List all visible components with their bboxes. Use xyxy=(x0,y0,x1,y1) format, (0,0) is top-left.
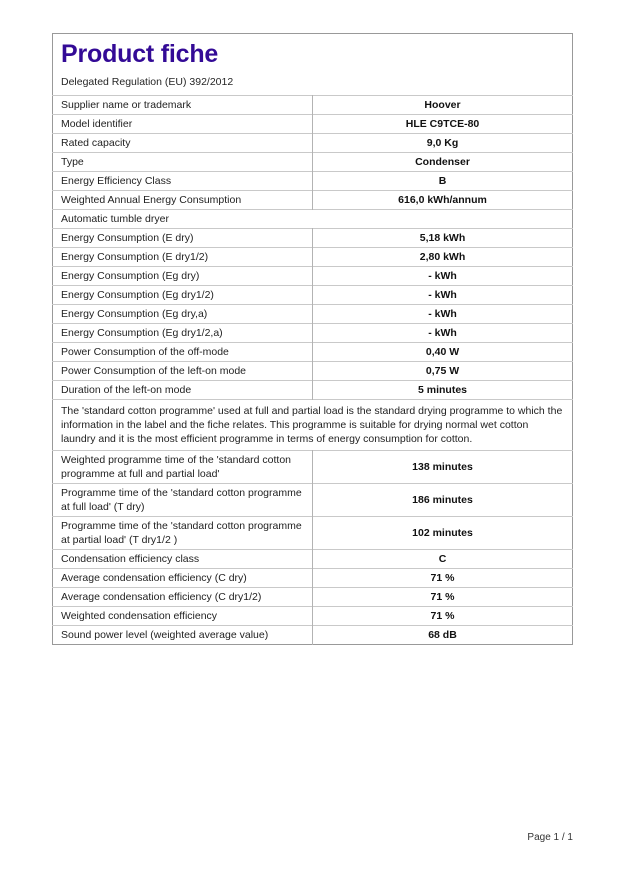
row-value: Condenser xyxy=(313,153,573,172)
note-paragraph: The 'standard cotton programme' used at full and partial load is the standard drying programme to which the information in the label and the fiche relates. This programme is suitable for drying normal wet cotton laundry and it is the most efficient programme in terms of energy consumption for cotton. xyxy=(53,400,573,451)
row-value: 5 minutes xyxy=(313,381,573,400)
row-label: Energy Consumption (E dry1/2) xyxy=(53,248,313,267)
row-value: HLE C9TCE-80 xyxy=(313,115,573,134)
row-label: Type xyxy=(53,153,313,172)
table-row xyxy=(53,451,573,484)
row-label: Power Consumption of the left-on mode xyxy=(53,362,313,381)
row-value: 9,0 Kg xyxy=(313,134,573,153)
table-row xyxy=(53,305,573,324)
table-row xyxy=(53,191,573,210)
row-value: - kWh xyxy=(313,305,573,324)
row-label: Programme time of the 'standard cotton programme at full load' (T dry) xyxy=(53,484,313,517)
section-label: Automatic tumble dryer xyxy=(53,210,573,229)
row-label: Average condensation efficiency (C dry1/2) xyxy=(53,588,313,607)
table-row xyxy=(53,153,573,172)
table-row xyxy=(53,588,573,607)
row-value: 5,18 kWh xyxy=(313,229,573,248)
row-value: 102 minutes xyxy=(313,517,573,550)
header-row xyxy=(53,34,573,96)
row-value: 71 % xyxy=(313,607,573,626)
table-row xyxy=(53,381,573,400)
table-row xyxy=(53,210,573,229)
row-label: Condensation efficiency class xyxy=(53,550,313,569)
table-row xyxy=(53,248,573,267)
row-label: Energy Efficiency Class xyxy=(53,172,313,191)
table-row xyxy=(53,569,573,588)
table-row xyxy=(53,134,573,153)
row-value: - kWh xyxy=(313,324,573,343)
row-label: Weighted Annual Energy Consumption xyxy=(53,191,313,210)
row-label: Supplier name or trademark xyxy=(53,96,313,115)
table-row xyxy=(53,484,573,517)
table-row xyxy=(53,229,573,248)
product-fiche-table xyxy=(52,33,573,645)
row-value: Hoover xyxy=(313,96,573,115)
row-value: B xyxy=(313,172,573,191)
row-value: C xyxy=(313,550,573,569)
table-row xyxy=(53,324,573,343)
row-label: Energy Consumption (Eg dry,a) xyxy=(53,305,313,324)
row-value: 71 % xyxy=(313,588,573,607)
row-label: Duration of the left-on mode xyxy=(53,381,313,400)
regulation-subtitle: Delegated Regulation (EU) 392/2012 xyxy=(61,76,234,88)
table-row xyxy=(53,96,573,115)
row-label: Rated capacity xyxy=(53,134,313,153)
row-label: Programme time of the 'standard cotton programme at partial load' (T dry1/2 ) xyxy=(53,517,313,550)
table-row xyxy=(53,362,573,381)
row-value: 2,80 kWh xyxy=(313,248,573,267)
row-value: 0,75 W xyxy=(313,362,573,381)
row-value: - kWh xyxy=(313,286,573,305)
table-row xyxy=(53,286,573,305)
row-label: Average condensation efficiency (C dry) xyxy=(53,569,313,588)
table-row xyxy=(53,267,573,286)
row-value: 0,40 W xyxy=(313,343,573,362)
fiche-header xyxy=(53,34,573,96)
table-row xyxy=(53,115,573,134)
row-value: 186 minutes xyxy=(313,484,573,517)
table-row xyxy=(53,343,573,362)
row-label: Sound power level (weighted average value) xyxy=(53,626,313,645)
row-label: Weighted programme time of the 'standard cotton programme at full and partial load' xyxy=(53,451,313,484)
table-row xyxy=(53,607,573,626)
table-row xyxy=(53,517,573,550)
page-title: Product fiche xyxy=(61,40,219,68)
fiche-table-body xyxy=(53,34,573,645)
row-value: - kWh xyxy=(313,267,573,286)
row-value: 616,0 kWh/annum xyxy=(313,191,573,210)
row-label: Power Consumption of the off-mode xyxy=(53,343,313,362)
row-label: Energy Consumption (Eg dry) xyxy=(53,267,313,286)
row-label: Energy Consumption (E dry) xyxy=(53,229,313,248)
row-label: Energy Consumption (Eg dry1/2,a) xyxy=(53,324,313,343)
table-row xyxy=(53,626,573,645)
row-label: Weighted condensation efficiency xyxy=(53,607,313,626)
row-value: 71 % xyxy=(313,569,573,588)
table-row xyxy=(53,172,573,191)
row-label: Energy Consumption (Eg dry1/2) xyxy=(53,286,313,305)
table-row xyxy=(53,550,573,569)
row-value: 68 dB xyxy=(313,626,573,645)
row-label: Model identifier xyxy=(53,115,313,134)
table-row xyxy=(53,400,573,451)
page-number: Page 1 / 1 xyxy=(527,832,573,843)
row-value: 138 minutes xyxy=(313,451,573,484)
